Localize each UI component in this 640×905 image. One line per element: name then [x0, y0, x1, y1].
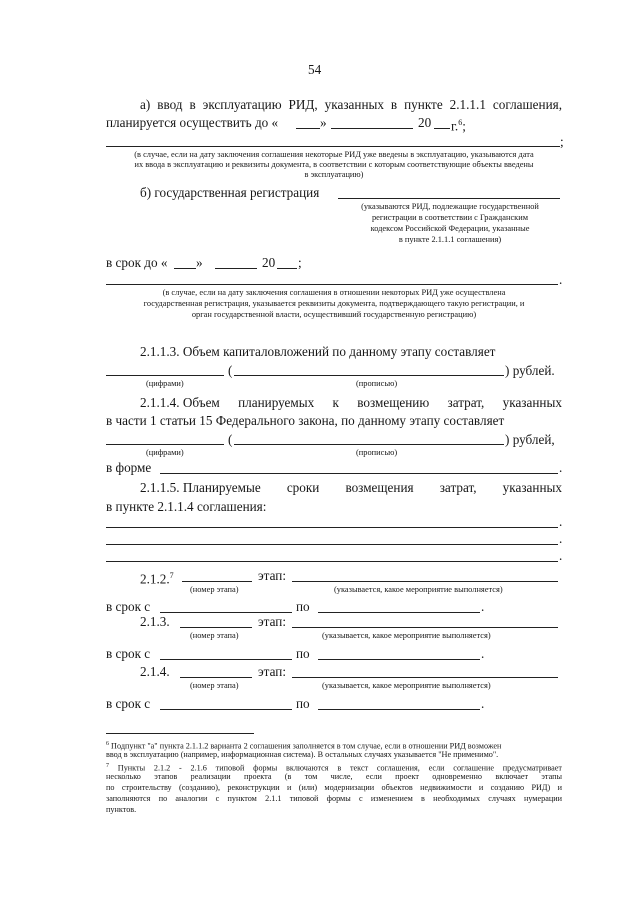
- year-prefix: 20: [418, 115, 432, 130]
- section-b-label: б) государственная регистрация: [140, 185, 320, 200]
- schedule-period-2: .: [559, 531, 563, 546]
- footnote-7-line3: по строительству (созданию), реконструкции и (или) модернизации объектов недвижимости и созданию РИД) и: [106, 783, 562, 792]
- stage-214-number-blank[interactable]: [180, 677, 252, 678]
- item-214-line1: [140, 395, 562, 410]
- section-a-blank-line[interactable]: [106, 146, 560, 147]
- section-b-note-2: регистрации в соответствии с Гражданским: [371, 213, 529, 222]
- year-blank[interactable]: [434, 128, 450, 129]
- section-a-line1: а) ввод в эксплуатацию РИД, указанных в пункте 2.1.1.1 соглашения,: [140, 97, 562, 112]
- item-213-text: 2.1.1.3. Объем капиталовложений по данному этапу составляет: [140, 344, 496, 359]
- capex-label-digits: (цифрами): [146, 379, 184, 388]
- stage-214-number: 2.1.4.: [140, 664, 170, 679]
- stage-212-activity-blank[interactable]: [292, 581, 558, 582]
- item-215-word: 2.1.1.5. Планируемые: [140, 480, 261, 495]
- stage-212-number: [140, 568, 174, 586]
- month-blank[interactable]: [331, 128, 413, 129]
- capex-label-words: (прописью): [356, 379, 398, 388]
- form-blank[interactable]: [160, 473, 558, 474]
- stage-212-label-activity: (указывается, какое мероприятие выполняется): [334, 585, 503, 594]
- costs-label-words: (прописью): [356, 448, 398, 457]
- stage-214-start-blank[interactable]: [160, 709, 292, 710]
- section-b-note2-3: орган государственной власти, осуществивший государственную регистрацию): [191, 310, 477, 319]
- page-number: 54: [308, 62, 322, 77]
- costs-label-digits: (цифрами): [146, 448, 184, 457]
- footnote-7-mark: 7: [106, 763, 109, 769]
- section-b-blank-line[interactable]: [106, 284, 558, 285]
- year-suffix-text: г.: [451, 118, 459, 134]
- stage-212-number-text: 2.1.2.: [140, 571, 170, 587]
- footnote-mark-7: 7: [169, 571, 174, 580]
- costs-suffix: ) рублей,: [505, 432, 555, 447]
- section-b-note-3: кодексом Российской Федерации, указанные: [370, 224, 530, 233]
- semicolon: ;: [462, 118, 466, 134]
- item-215-word: указанных: [502, 480, 562, 495]
- footnote-mark-6: 6: [458, 118, 463, 127]
- footnote-7-text: Пункты 2.1.2 - 2.1.6 типовой формы включаются в текст соглашения, если соглашение предусматривает: [117, 763, 562, 773]
- item-214-word: 2.1.1.4. Объем: [140, 395, 220, 410]
- stage-213-activity-blank[interactable]: [292, 627, 558, 628]
- day-blank[interactable]: [296, 128, 320, 129]
- item-214-word: указанных: [502, 395, 562, 410]
- footnote-6-mark: 6: [106, 741, 109, 747]
- capex-digits-blank[interactable]: [106, 375, 224, 376]
- stage-214-period-mid: по: [296, 696, 310, 711]
- footnote-separator: [106, 733, 254, 734]
- section-b-note2-2: государственная регистрация, указывается реквизиты документа, подтверждающего такую регистрации, и: [143, 299, 525, 308]
- stage-213-label-number: (номер этапа): [190, 631, 239, 640]
- capex-paren-open: (: [228, 363, 233, 378]
- item-215-word: возмещения: [345, 480, 414, 495]
- section-a-trailing-semicolon: ;: [560, 134, 564, 149]
- stage-212-start-blank[interactable]: [160, 612, 292, 613]
- item-214-word: к: [332, 395, 339, 410]
- capex-words-blank[interactable]: [234, 375, 504, 376]
- stage-214-period-end: .: [481, 696, 485, 711]
- stage-212-number-blank[interactable]: [182, 581, 252, 582]
- stage-213-end-blank[interactable]: [318, 659, 480, 660]
- footnote-6-line2: ввод в эксплуатацию (например, информационная система). В остальных случаях указывается "Не применимо".: [106, 750, 499, 759]
- stage-214-activity-blank[interactable]: [292, 677, 558, 678]
- quote-close: »: [320, 115, 327, 130]
- footnote-7-line4: заполняются по аналогии с пунктом 2.1.1 типовой формы с изменением в необходимых случаях нумерации: [106, 794, 562, 803]
- stage-212-word: этап:: [258, 568, 286, 583]
- stage-212-period-mid: по: [296, 599, 310, 614]
- schedule-period-1: .: [559, 514, 563, 529]
- stage-213-period-mid: по: [296, 646, 310, 661]
- deadline-day-blank[interactable]: [174, 268, 196, 269]
- costs-digits-blank[interactable]: [106, 444, 224, 445]
- item-215-line1: [140, 480, 562, 495]
- schedule-blank-2[interactable]: [106, 544, 558, 545]
- form-prefix: в форме: [106, 460, 152, 475]
- stage-213-label-activity: (указывается, какое мероприятие выполняется): [322, 631, 491, 640]
- deadline-year-prefix: 20: [262, 255, 276, 270]
- deadline-year-blank[interactable]: [277, 268, 297, 269]
- stage-214-end-blank[interactable]: [318, 709, 480, 710]
- section-b-trailing-period: .: [559, 272, 563, 287]
- item-214-line2: в части 1 статьи 15 Федерального закона, по данному этапу составляет: [106, 413, 505, 428]
- footnote-7-line2: несколько этапов реализации проекта (в том числе, если проект одновременно включает этапы: [106, 772, 562, 781]
- form-period: .: [559, 460, 563, 475]
- schedule-period-3: .: [559, 548, 563, 563]
- year-suffix: [451, 115, 466, 133]
- item-214-word: планируемых: [238, 395, 315, 410]
- section-a-note-2: их ввода в эксплуатацию и реквизиты документа, в соответствии с которым соответствующие объекты введены: [134, 160, 534, 169]
- schedule-blank-3[interactable]: [106, 561, 558, 562]
- section-b-note-4: в пункте 2.1.1.1 соглашения): [398, 235, 502, 244]
- deadline-prefix: в срок до «: [106, 255, 168, 270]
- stage-213-period-prefix: в срок с: [106, 646, 151, 661]
- stage-213-period-end: .: [481, 646, 485, 661]
- stage-213-start-blank[interactable]: [160, 659, 292, 660]
- section-b-note-1: (указываются РИД, подлежащие государственной: [361, 202, 539, 211]
- stage-213-number-blank[interactable]: [180, 627, 252, 628]
- footnote-7-line5: пунктов.: [106, 805, 137, 814]
- item-215-word: сроки: [286, 480, 320, 495]
- stage-212-period-end: .: [481, 599, 485, 614]
- deadline-quote-close: »: [196, 255, 203, 270]
- stage-214-period-prefix: в срок с: [106, 696, 151, 711]
- costs-paren-open: (: [228, 432, 233, 447]
- costs-words-blank[interactable]: [234, 444, 504, 445]
- item-214-word: затрат,: [447, 395, 485, 410]
- stage-212-end-blank[interactable]: [318, 612, 480, 613]
- item-215-word: затрат,: [439, 480, 477, 495]
- stage-214-label-number: (номер этапа): [190, 681, 239, 690]
- section-a-note-1: (в случае, если на дату заключения соглашения некоторые РИД уже введены в эксплуатацию, указываются дата: [134, 150, 534, 159]
- footnote-6-text: Подпункт "а" пункта 2.1.1.2 варианта 2 соглашения заполняется в том случае, если в отношении РИД возможен: [111, 741, 502, 751]
- section-a-note-3: в эксплуатацию): [304, 170, 364, 179]
- registration-blank[interactable]: [338, 198, 560, 199]
- deadline-month-blank[interactable]: [215, 268, 257, 269]
- item-215-line2: в пункте 2.1.1.4 соглашения:: [106, 499, 267, 514]
- section-b-note2-1: (в случае, если на дату заключения соглашения в отношении некоторых РИД уже осуществлена: [162, 288, 506, 297]
- stage-214-word: этап:: [258, 664, 286, 679]
- stage-213-number: 2.1.3.: [140, 614, 170, 629]
- section-a-line2-prefix: планируется осуществить до «: [106, 115, 279, 130]
- stage-212-period-prefix: в срок с: [106, 599, 151, 614]
- deadline-semicolon: ;: [298, 255, 302, 270]
- stage-214-label-activity: (указывается, какое мероприятие выполняется): [322, 681, 491, 690]
- schedule-blank-1[interactable]: [106, 527, 558, 528]
- stage-212-label-number: (номер этапа): [190, 585, 239, 594]
- stage-213-word: этап:: [258, 614, 286, 629]
- item-214-word: возмещению: [357, 395, 430, 410]
- capex-suffix: ) рублей.: [505, 363, 555, 378]
